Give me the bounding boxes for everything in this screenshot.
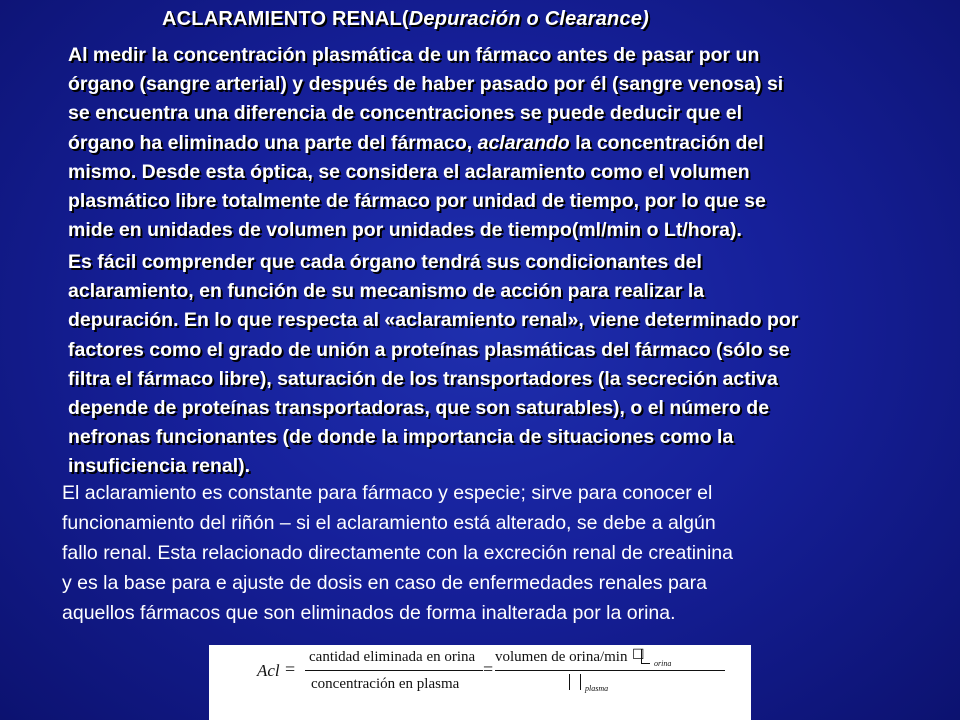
paragraph-factors bbox=[68, 248, 948, 482]
formula-lhs: Acl bbox=[257, 661, 280, 680]
paragraph-line: depuración. En lo que respecta al «aclaramiento renal», viene determinado por bbox=[68, 309, 799, 332]
paragraph-line: depende de proteínas transportadoras, que son saturables), o el número de bbox=[68, 397, 770, 420]
slide-title bbox=[162, 8, 649, 31]
formula-numerator-2: volumen de orina/min bbox=[495, 649, 628, 665]
subscript-plasma: plasma bbox=[585, 684, 609, 693]
paragraph-line: fallo renal. Esta relacionado directamente con la excreción renal de creatinina bbox=[62, 542, 733, 564]
formula-equals: = bbox=[483, 659, 494, 679]
title-main: ACLARAMIENTO RENAL( bbox=[162, 8, 409, 30]
fraction-bar bbox=[305, 670, 483, 671]
concentration-bracket bbox=[569, 674, 581, 690]
paragraph-line: factores como el grado de unión a proteínas plasmáticas del fármaco (sólo se bbox=[68, 338, 790, 361]
paragraph-line: Al medir la concentración plasmática de un fármaco antes de pasar por un bbox=[68, 44, 760, 66]
missing-glyph-icon: ☐ bbox=[632, 648, 645, 663]
paragraph-clinical bbox=[62, 478, 942, 628]
paragraph-line: El aclaramiento es constante para fármaco y especie; sirve para conocer el bbox=[62, 482, 713, 504]
concentration-bracket bbox=[641, 649, 650, 664]
line-part: la concentración del bbox=[569, 131, 764, 154]
formula-equals: = bbox=[285, 659, 296, 679]
paragraph-line: nefronas funcionantes (de donde la importancia de situaciones como la bbox=[68, 426, 734, 449]
title-subtitle: Depuración o Clearance) bbox=[408, 8, 649, 30]
paragraph-line: funcionamiento del riñón – si el aclaramiento está alterado, se debe a algún bbox=[62, 512, 716, 534]
paragraph-line: aquellos fármacos que son eliminados de forma inalterada por la orina. bbox=[62, 602, 676, 624]
paragraph-line bbox=[68, 129, 948, 158]
formula-denominator-1: concentración en plasma bbox=[311, 676, 460, 692]
paragraph-definition bbox=[68, 41, 948, 245]
fraction-bar bbox=[495, 670, 725, 671]
formula-numerator-1: cantidad eliminada en orina bbox=[309, 649, 476, 665]
line-part: órgano ha eliminado una parte del fármaco, bbox=[68, 131, 478, 154]
paragraph-line: órgano (sangre arterial) y después de haber pasado por él (sangre venosa) si bbox=[68, 73, 784, 96]
paragraph-line: filtra el fármaco libre), saturación de los transportadores (la secreción activa bbox=[68, 367, 778, 390]
paragraph-line: mismo. Desde esta óptica, se considera el aclaramiento como el volumen bbox=[68, 160, 750, 183]
subscript-orina: orina bbox=[654, 659, 672, 668]
paragraph-line: aclaramiento, en función de su mecanismo de acción para realizar la bbox=[68, 280, 705, 303]
clearance-formula bbox=[209, 645, 751, 720]
paragraph-line: insuficiencia renal). bbox=[68, 455, 251, 478]
emphasis-aclarando: aclarando bbox=[477, 131, 570, 154]
paragraph-line: se encuentra una diferencia de concentraciones se puede deducir que el bbox=[68, 102, 743, 125]
paragraph-line: mide en unidades de volumen por unidades de tiempo(ml/min o Lt/hora). bbox=[68, 219, 742, 242]
paragraph-line: plasmático libre totalmente de fármaco por unidad de tiempo, por lo que se bbox=[68, 190, 766, 213]
paragraph-line: y es la base para e ajuste de dosis en caso de enfermedades renales para bbox=[62, 572, 707, 594]
paragraph-line: Es fácil comprender que cada órgano tendrá sus condicionantes del bbox=[68, 251, 702, 273]
